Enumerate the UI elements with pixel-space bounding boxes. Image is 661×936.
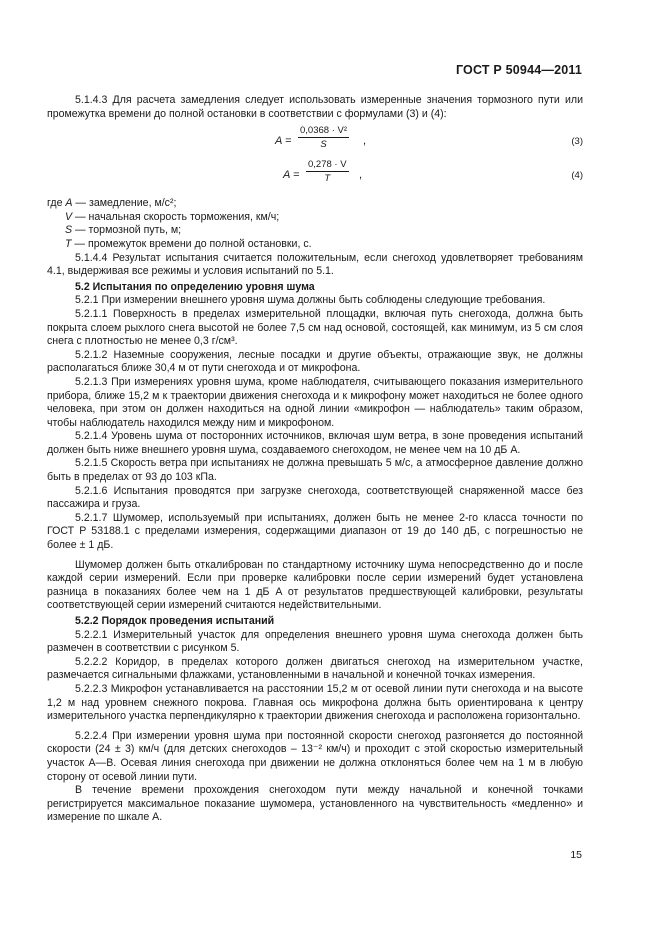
paragraph-5-2-2-2: 5.2.2.2 Коридор, в пределах которого должен двигаться снегоход на измерительном участке, размечается сигнальными флажками, установленными в начальной и конечной точках измерения. — [47, 655, 583, 682]
formula-3-lhs: A = — [275, 135, 292, 148]
heading-5-2-2: 5.2.2 Порядок проведения испытаний — [75, 615, 275, 627]
formula-4-numerator: 0,278 · V — [308, 159, 347, 171]
paragraph-5-2-1-5: 5.2.1.5 Скорость ветра при испытаниях не должна превышать 5 м/с, а атмосферное давление должно быть в пределах от 93 до 103 кПа. — [47, 457, 583, 484]
paragraph-5-2-1: 5.2.1 При измерении внешнего уровня шума должны быть соблюдены следующие требования. — [75, 294, 546, 307]
definition-t: T — промежуток времени до полной остановки, с. — [65, 237, 312, 250]
definition-v: V — начальная скорость торможения, км/ч; — [65, 210, 280, 223]
formula-4 — [47, 159, 583, 191]
paragraph-5-2-2-4: 5.2.2.4 При измерении уровня шума при постоянной скорости снегоход разгоняется до постоянной скорости (24 ± 3) км/ч (для детских снегоходов – 13⁻² км/ч) и проходит с этой скоростью измерительный участок A—B. Осевая линия снегохода при движении не должна отклоняться более чем на 1 м в любую сторону от осевой линии пути. — [47, 729, 583, 783]
formula-4-tail: , — [359, 169, 363, 182]
formula-4-number: (4) — [571, 170, 583, 182]
formula-4-fraction — [306, 159, 349, 185]
paragraph-final: В течение времени прохождения снегоходом пути между начальной и конечной точками регистрируется максимальное показание шумомера, установленного на чувствительность «медленно» и измерение по шкале A. — [47, 784, 583, 824]
paragraph-5-2-2-3: 5.2.2.3 Микрофон устанавливается на расстоянии 15,2 м от осевой линии пути снегохода и на высоте 1,2 м над уровнем снежного покрова. Главная ось микрофона должна быть ориентирована к центру измерительного участка перпендикулярно к траектории движения снегохода и расположена горизонтально. — [47, 682, 583, 723]
paragraph-5-2-1-1: 5.2.1.1 Поверхность в пределах измерительной площадки, включая путь снегохода, должна быть покрыта слоем рыхлого снега высотой не более 7,5 см над основой, состоящей, как минимум, из 5 см слоя снега с плотностью не менее 0,3 г/см³. — [47, 307, 583, 348]
body-text — [47, 94, 583, 825]
paragraph-5-2-1-3: 5.2.1.3 При измерениях уровня шума, кроме наблюдателя, считывающего показания измерительного прибора, ближе 15,2 м к траектории движения снегохода и к микрофону может находиться не более одного человека, при этом он должен находиться на одной линии «микрофон — наблюдатель» таким образом, чтобы наблюдатель находился между ним и микрофоном. — [47, 375, 583, 429]
formula-3 — [47, 125, 583, 157]
paragraph-5-1-4-4: 5.1.4.4 Результат испытания считается положительным, если снегоход удовлетворяет требованиям 4.1, выдерживая все режимы и условия испытаний по 5.1. — [47, 251, 583, 278]
symbol-definitions — [47, 197, 583, 251]
formula-3-fraction — [298, 125, 349, 151]
formula-3-denominator: S — [320, 139, 327, 151]
paragraph-5-2-2-1: 5.2.2.1 Измерительный участок для определения внешнего уровня шума снегохода должен быть размечен в соответствии с рисунком 5. — [47, 628, 583, 655]
heading-5-2: 5.2 Испытания по определению уровня шума — [75, 280, 315, 293]
paragraph-5-2-1-7: 5.2.1.7 Шумомер, используемый при испытаниях, должен быть не менее 2-го класса точности по ГОСТ Р 53188.1 с пределами измерения, содержащими диапазон от 19 до 140 дБ, с погрешностью не более ± 1 дБ. — [47, 511, 583, 552]
formula-4-lhs: A = — [283, 169, 300, 182]
paragraph-calibration: Шумомер должен быть откалиброван по стандартному источнику шума непосредственно до и после каждой серии измерений. Если при проверке калибровки после серии измерений будет установлена разница в показаниях более чем на 1 дБ A от результатов предшествующей калибровки, результаты соответствующей серии измерений считаются недействительными. — [47, 558, 583, 612]
definition-s: S — тормозной путь, м; — [65, 224, 182, 237]
paragraph-5-1-4-3: 5.1.4.3 Для расчета замедления следует использовать измеренные значения тормозного пути или промежутка времени до полной остановки в соответствии с формулами (3) и (4): — [47, 94, 583, 120]
definition-a: где A — замедление, м/с²; — [47, 197, 177, 210]
page-number: 15 — [570, 849, 582, 861]
standard-header: ГОСТ Р 50944—2011 — [455, 63, 582, 77]
formula-4-denominator: T — [324, 173, 331, 185]
formula-3-tail: , — [363, 135, 367, 148]
formula-3-numerator: 0,0368 · V² — [300, 125, 347, 137]
formula-3-number: (3) — [571, 136, 583, 148]
paragraph-5-2-1-2: 5.2.1.2 Наземные сооружения, лесные посадки и другие объекты, отражающие звук, не должны располагаться ближе 30,4 м от пути снегохода и от микрофона. — [47, 348, 583, 375]
paragraph-5-2-1-6: 5.2.1.6 Испытания проводятся при загрузке снегохода, соответствующей снаряженной массе без пассажира и груза. — [47, 484, 583, 511]
paragraph-5-2-1-4: 5.2.1.4 Уровень шума от посторонних источников, включая шум ветра, в зоне проведения испытаний должен быть ниже внешнего уровня шума, создаваемого снегоходом, не менее чем на 10 дБ A. — [47, 430, 583, 456]
